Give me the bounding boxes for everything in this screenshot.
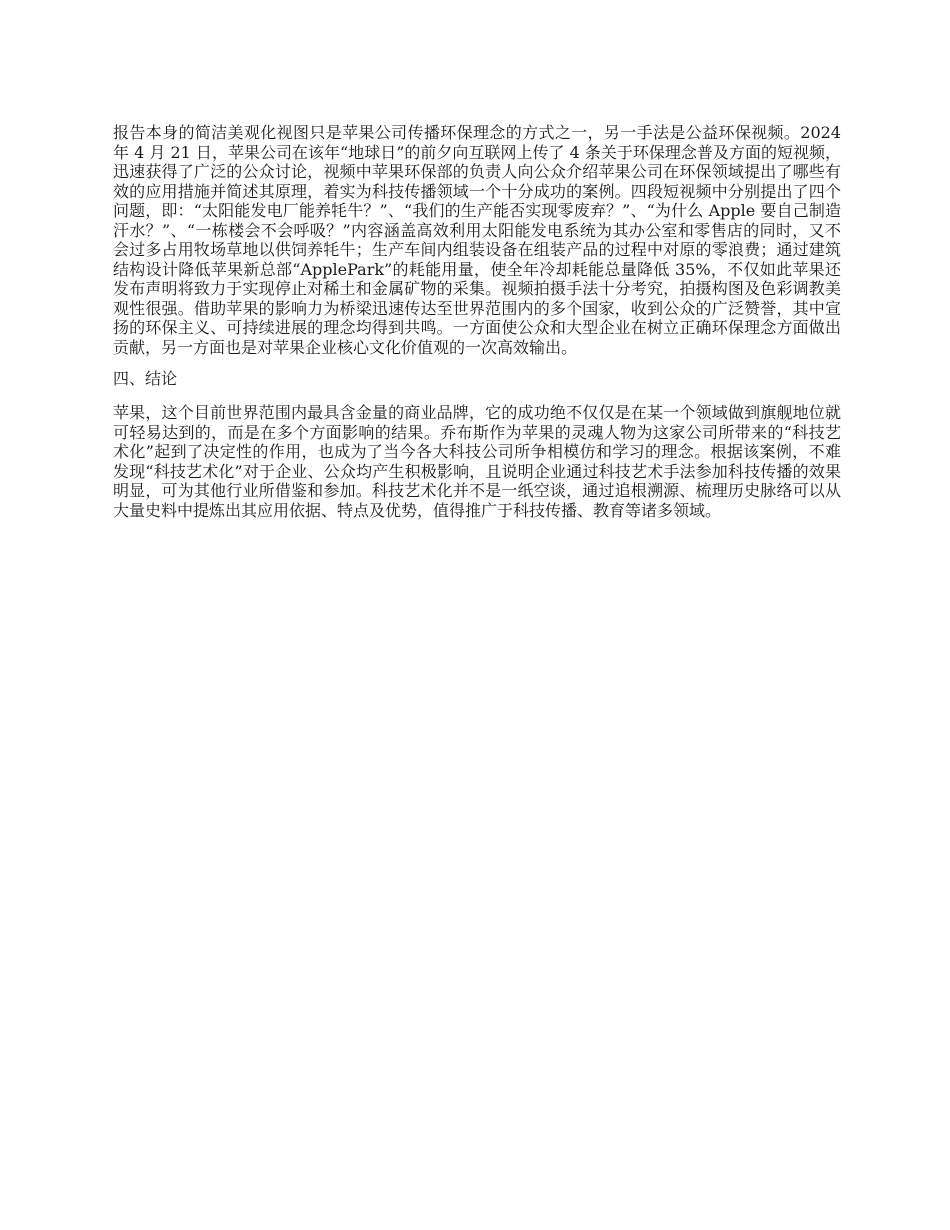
document-body — [113, 123, 841, 532]
paragraph-conclusion: 苹果，这个目前世界范围内最具含金量的商业品牌，它的成功绝不仅仅是在某一个领域做到旗舰地位就可轻易达到的，而是在多个方面影响的结果。乔布斯作为苹果的灵魂人物为这家公司所带来的“科技艺术化”起到了决定性的作用，也成为了当今各大科技公司所争相模仿和学习的理念。根据该案例，不难发现“科技艺术化”对于企业、公众均产生积极影响，且说明企业通过科技艺术手法参加科技传播的效果明显，可为其他行业所借鉴和参加。科技艺术化并不是一纸空谈，通过追根溯源、梳理历史脉络可以从大量史料中提炼出其应用依据、特点及优势，值得推广于科技传播、教育等诸多领域。 — [113, 403, 841, 520]
section-heading-conclusion: 四、结论 — [113, 369, 178, 388]
paragraph-environmental-videos: 报告本身的简洁美观化视图只是苹果公司传播环保理念的方式之一，另一手法是公益环保视频。2024 年 4 月 21 日，苹果公司在该年“地球日”的前夕向互联网上传了 4 条关于环保理念普及方面的短视频，迅速获得了广泛的公众讨论，视频中苹果环保部的负责人向公众介绍苹果公司在环保领域提出了哪些有效的应用措施并简述其原理，着实为科技传播领域一个十分成功的案例。四段短视频中分别提出了四个问题，即：“太阳能发电厂能养牦牛？”、“我们的生产能否实现零废弃？”、“为什么 Apple 要自己制造汗水？”、“一栋楼会不会呼吸？”内容涵盖高效利用太阳能发电系统为其办公室和零售店的同时，又不会过多占用牧场草地以供饲养牦牛；生产车间内组装设备在组装产品的过程中对原的零浪费；通过建筑结构设计降低苹果新总部“ApplePark”的耗能用量，使全年冷却耗能总量降低 35%，不仅如此苹果还发布声明将致力于实现停止对稀土和金属矿物的采集。视频拍摄手法十分考究，拍摄构图及色彩调教美观性很强。借助苹果的影响力为桥梁迅速传达至世界范围内的多个国家，收到公众的广泛赞誉，其中宣扬的环保主义、可持续进展的理念均得到共鸣。一方面使公众和大型企业在树立正确环保理念方面做出贡献，另一方面也是对苹果企业核心文化价值观的一次高效输出。 — [113, 123, 841, 357]
